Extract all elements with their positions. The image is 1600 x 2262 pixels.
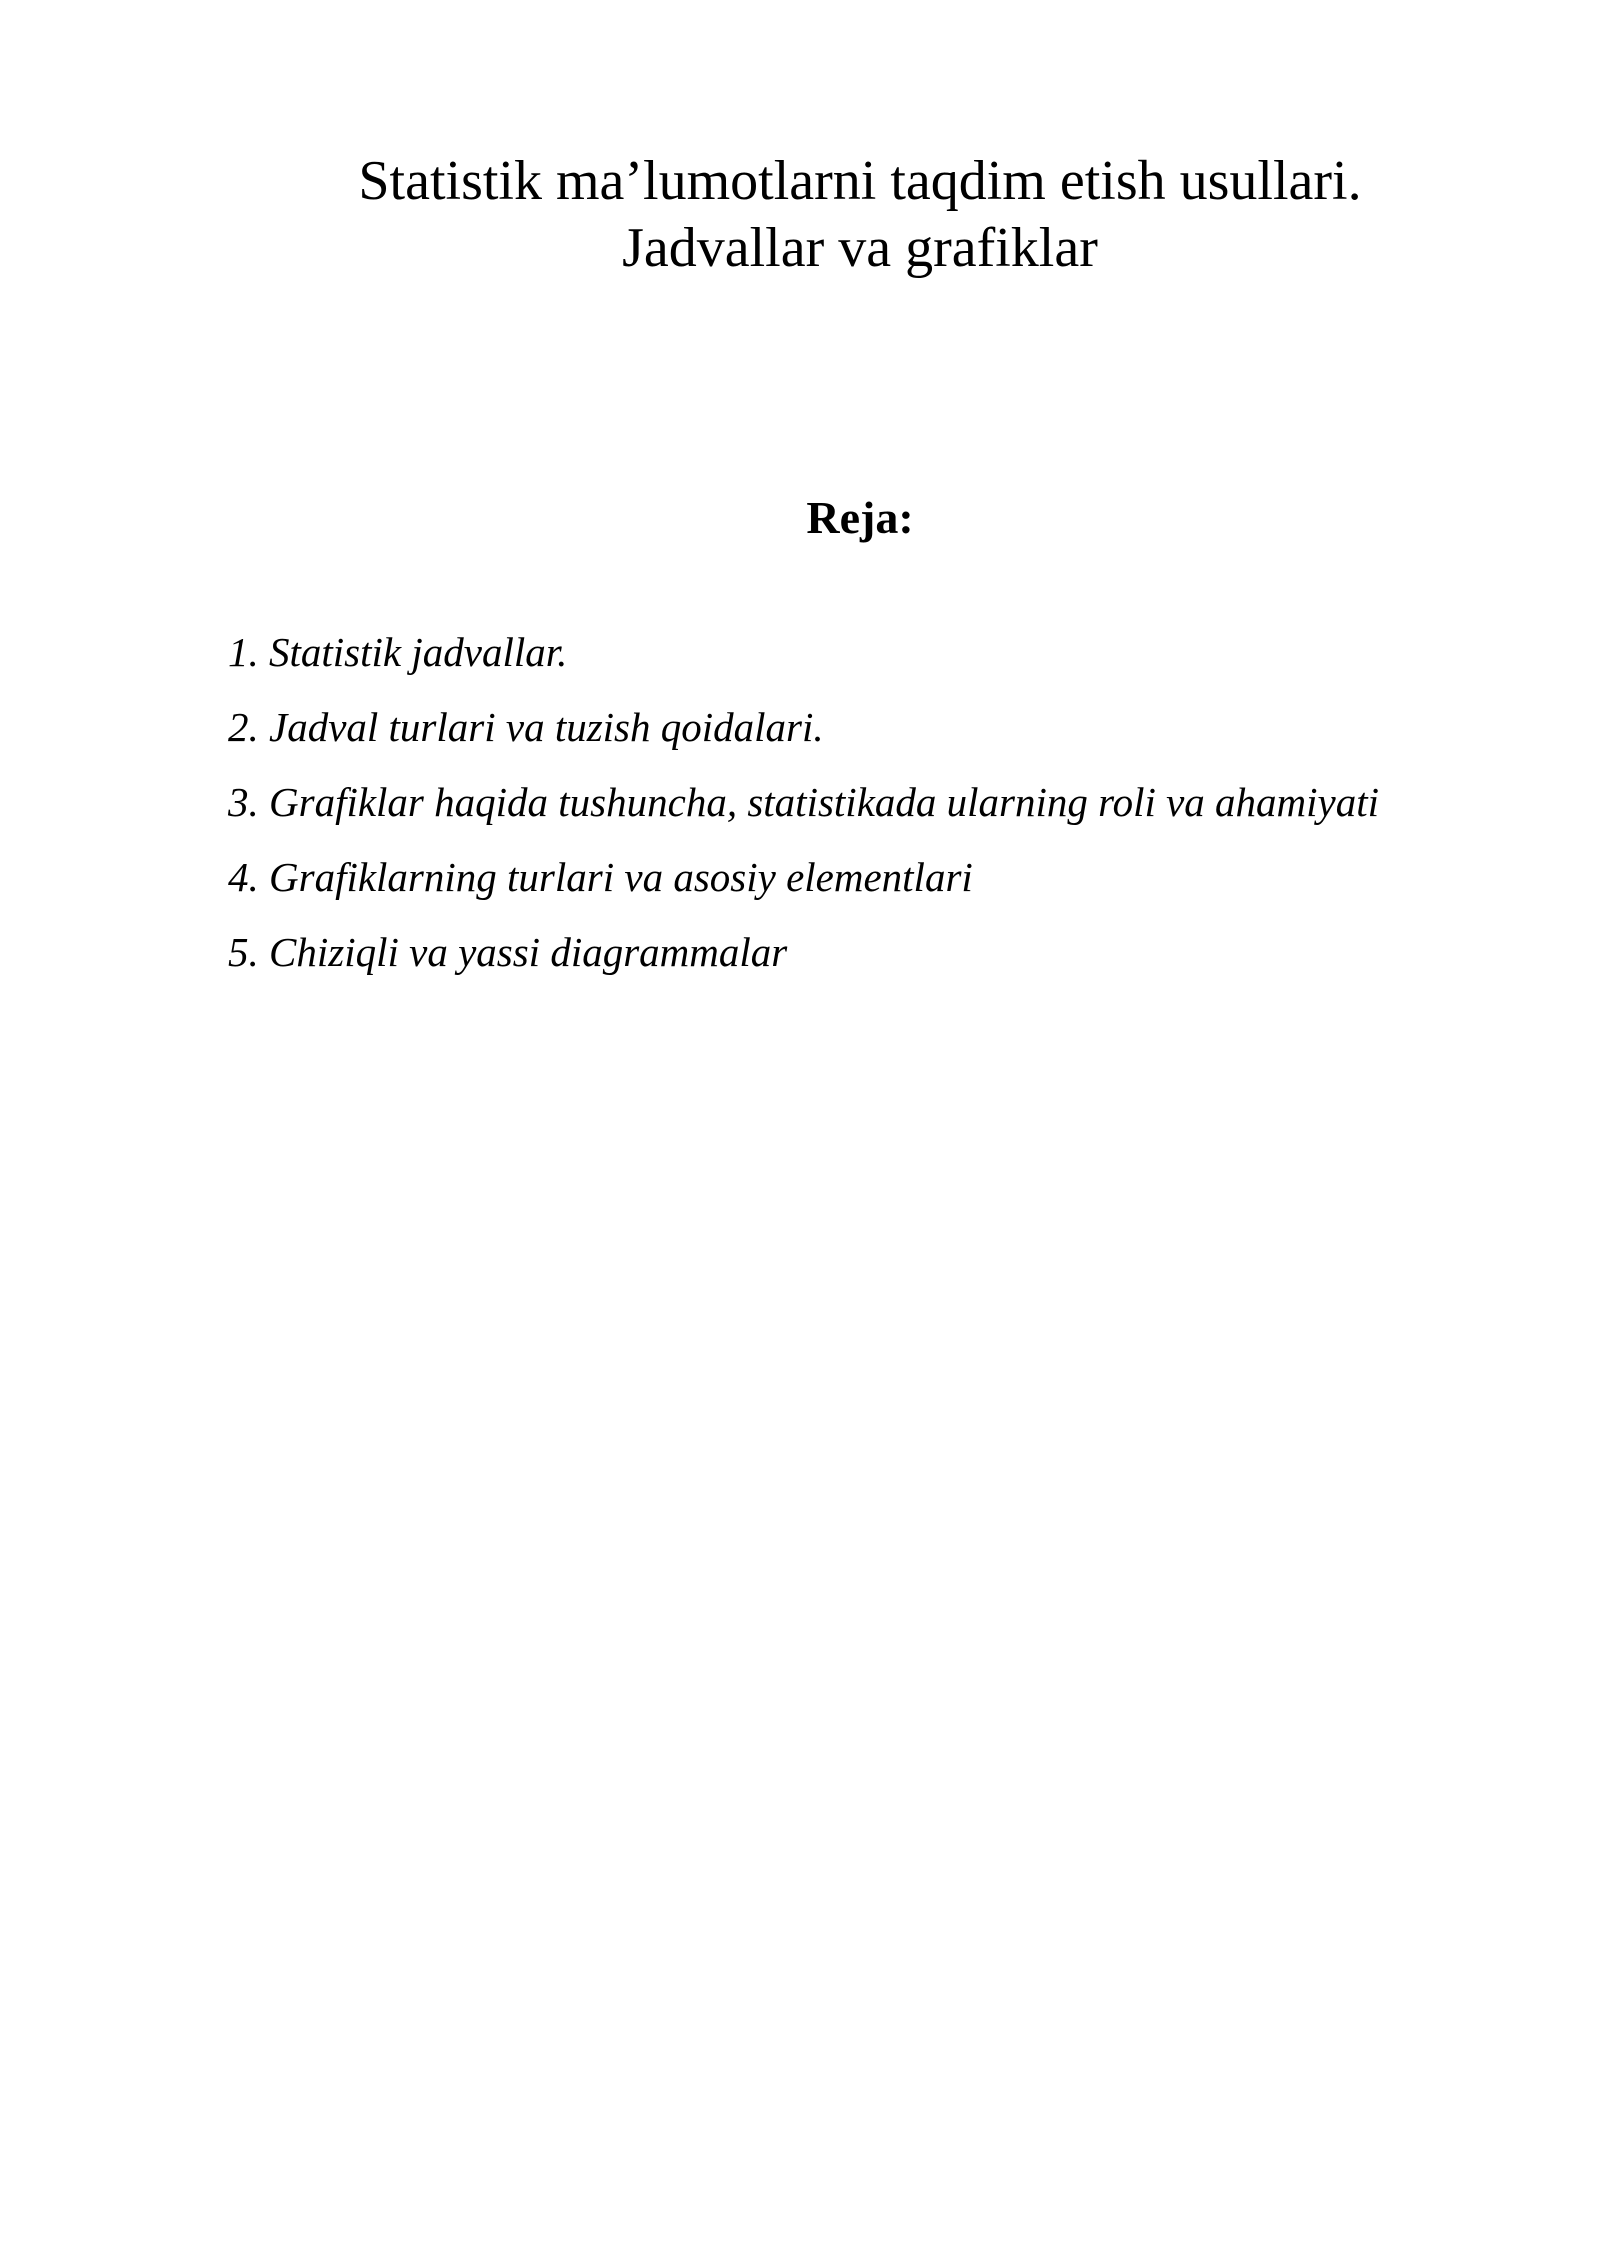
- plan-item-2: 2. Jadval turlari va tuzish qoidalari.: [228, 704, 824, 750]
- document-title: [230, 148, 1490, 282]
- plan-item-5: 5. Chiziqli va yassi diagrammalar: [228, 929, 788, 975]
- plan-item-1: 1. Statistik jadvallar.: [228, 629, 568, 675]
- plan-item-3: 3. Grafiklar haqida tushuncha, statistikada ularning roli va ahamiyati: [228, 779, 1380, 825]
- plan-item-4: 4. Grafiklarning turlari va asosiy elementlari: [228, 854, 973, 900]
- plan-heading: Reja:: [806, 492, 914, 543]
- document-title-line-1: Statistik ma’lumotlarni taqdim etish usullari.: [358, 150, 1362, 212]
- document-title-line-2: Jadvallar va grafiklar: [622, 217, 1098, 279]
- plan-list: [228, 628, 1528, 1003]
